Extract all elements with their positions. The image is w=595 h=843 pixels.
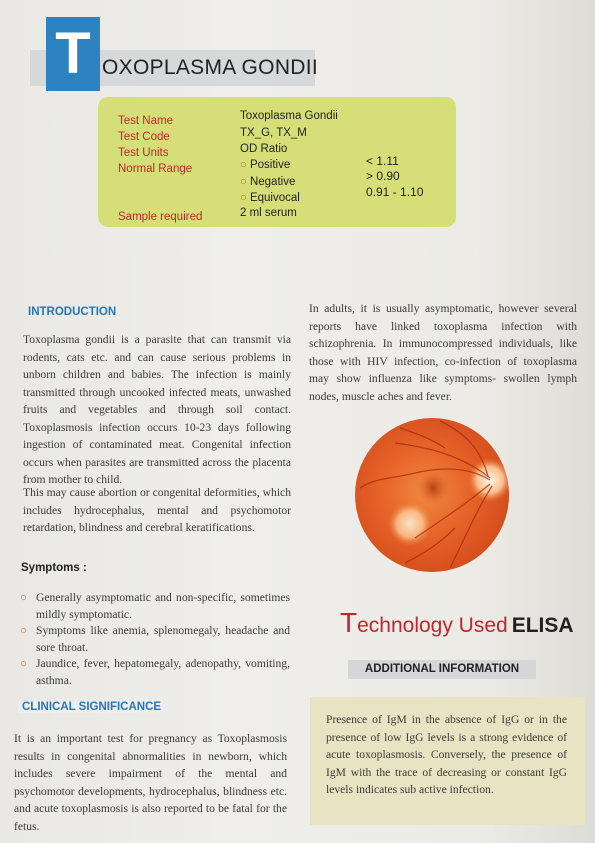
circle-bullet-icon: ○ [20,657,28,670]
circle-bullet-icon: ○ [20,624,28,637]
retina-illustration [355,418,509,572]
circle-bullet-icon: ○ [240,176,247,188]
test-name-label: Test Name [118,115,173,127]
list-item [20,623,290,656]
range-equivocal [240,192,300,204]
normal-range-label: Normal Range [118,163,193,175]
technology-prefix-text: echnology Used [357,614,508,637]
technology-prefix-letter: T [340,607,358,638]
symptom-text: Jaundice, fever, hepatomegaly, adenopathy, vomiting, asthma. [36,657,290,687]
symptoms-heading: Symptoms : [21,562,87,574]
symptoms-list [20,590,290,689]
introduction-paragraph-1: Toxoplasma gondii is a parasite that can transmit via rodents, cats etc. and can cause serious problems in unborn children and babies. The infection is mainly transmitted through uncooked infected meats, unwashed fruits and vegetables and through soil contact. Toxoplasmosis infection occurs 10-23 days following ingestion of contaminated meat. Congenital infection occurs when parasites are transmitted across the placenta from mother to child. [23,333,291,486]
page-title: OXOPLASMA GONDII [102,56,319,79]
range-positive [240,159,290,171]
introduction-paragraph-2: This may cause abortion or congenital deformities, which includes hydrocephalus, mental and psychomotor retardation, blindness and cerebral keratifications. [23,486,291,534]
symptom-text: Generally asymptomatic and non-specific, sometimes mildly symptomatic. [36,591,290,621]
range-positive-value: < 1.11 [366,154,399,168]
clinical-significance-heading: CLINICAL SIGNIFICANCE [18,701,165,713]
introduction-heading: INTRODUCTION [28,306,117,318]
sample-label: Sample required [118,211,203,223]
technology-used-heading [340,607,574,639]
range-negative-value: > 0.90 [366,169,400,183]
list-item [20,656,290,689]
range-negative-name: Negative [249,176,296,188]
retina-image [355,418,509,572]
test-units-label: Test Units [118,147,169,159]
range-negative [240,176,295,188]
additional-information-heading: ADDITIONAL INFORMATION [348,660,536,679]
circle-bullet-icon: ○ [20,591,28,604]
clinical-significance-paragraph: It is an important test for pregnancy as Toxoplasmosis results in congenital abnormalities in newborn, which includes severe impairment of the mental and psychomotor developments, hydrocephalus, blindness etc. and acute toxoplasmosis is also reported to be fatal for the fetus. [14,732,287,833]
introduction-right-paragraph: In adults, it is usually asymptomatic, however several reports have linked toxoplasma infection with schizophrenia. In immunocompressed individuals, like those with HIV infection, co-infection of toxoplasma may show influenza like symptoms- swollen lymph nodes, muscle aches and fever. [309,302,577,403]
test-code-label: Test Code [118,131,170,143]
range-equivocal-value: 0.91 - 1.10 [366,185,424,199]
test-name-value: Toxoplasma Gondii [240,110,338,122]
additional-information-text: Presence of IgM in the absence of IgG or in the presence of low IgG levels is a strong evidence of acute toxoplasmosis. Conversely, the presence of IgM with the trace of decreasing or constant IgG levels indicates sub active infection. [326,713,567,796]
circle-bullet-icon: ○ [240,192,247,204]
range-positive-name: Positive [249,159,291,171]
range-equivocal-name: Equivocal [249,192,300,204]
test-code-value: TX_G, TX_M [240,127,307,139]
list-item [20,590,290,623]
sample-value: 2 ml serum [240,207,297,219]
test-units-value: OD Ratio [240,143,288,155]
title-initial-letter: T [46,17,100,91]
circle-bullet-icon: ○ [240,159,247,171]
symptom-text: Symptoms like anemia, splenomegaly, headache and sore throat. [36,624,290,654]
technology-name: ELISA [511,614,574,637]
